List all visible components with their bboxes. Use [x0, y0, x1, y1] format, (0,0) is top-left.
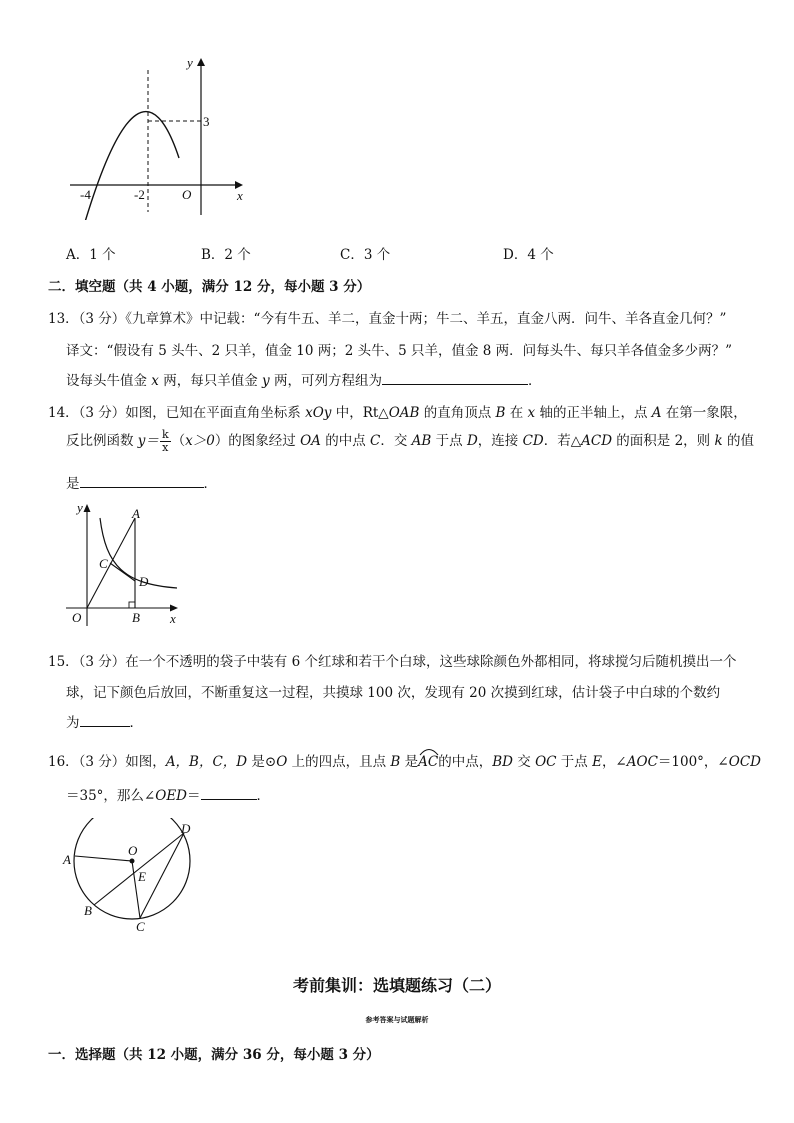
q16-end: ．	[256, 788, 270, 804]
q14-line2	[66, 429, 754, 454]
q16-figure	[60, 818, 210, 938]
section1-heading: 一．选择题（共 12 小题，满分 36 分，每小题 3 分）	[48, 1047, 380, 1063]
q14-t10: 的中点	[320, 433, 371, 449]
q14-t15: 的面积是 2，则	[612, 433, 715, 449]
q14-y-arrow	[84, 504, 91, 512]
q14-oa: OA	[300, 433, 321, 449]
q16-fig-d: D	[181, 821, 191, 836]
q14-frac-num: k	[161, 428, 169, 441]
q16-fig-b: B	[84, 903, 92, 918]
tick-3: 3	[203, 114, 210, 129]
q14-b: B	[495, 405, 506, 421]
q16-e: E	[592, 754, 602, 770]
q14-line3	[66, 472, 217, 492]
q14-fig-y: y	[77, 500, 83, 515]
q16-arc-label: AC	[418, 754, 439, 770]
q16-fig-o: O	[128, 843, 138, 858]
q14-fig-d: D	[139, 574, 149, 589]
q15-line2: 球，记下颜色后放回，不断重复这一过程，共摸球 100 次，发现有 20 次摸到红球，估计袋子中白球的个数约	[66, 685, 721, 701]
q14-x: x	[527, 405, 536, 421]
segment-cd	[110, 563, 135, 581]
q14-xoy: xOy	[305, 405, 332, 421]
q14-t8: （	[171, 433, 186, 449]
q16-o: O	[276, 754, 288, 770]
q16-t2: 是⊙	[247, 754, 277, 770]
q14-ab: AB	[411, 433, 432, 449]
q16-t6: 交	[512, 754, 536, 770]
q14-end: ．	[203, 476, 217, 492]
q15-end: ．	[129, 715, 143, 731]
q13-l3a: 设每头牛值金	[66, 373, 152, 389]
q14-t2: 中，Rt△	[331, 405, 389, 421]
q14-oab: OAB	[388, 405, 420, 421]
parabola-curve	[85, 112, 179, 220]
q14-yeq: y＝	[137, 433, 159, 449]
q15-line3	[66, 711, 143, 731]
q16-arc	[418, 754, 438, 770]
q16-ocd: OCD	[728, 754, 761, 770]
q14-t16: 的值	[722, 433, 754, 449]
tick-neg2: -2	[134, 187, 145, 202]
right-angle-mark	[129, 602, 135, 608]
q16-fig-a: A	[63, 852, 71, 867]
q13-l3c: 两，可列方程组为	[269, 373, 382, 389]
q13-var-y: y	[262, 373, 270, 389]
q14-fraction	[160, 429, 171, 454]
q14-c: C	[370, 433, 381, 449]
q16-t8: ，∠	[601, 754, 627, 770]
q16-t7: 于点	[556, 754, 593, 770]
q15-t1: 为	[66, 715, 80, 731]
q14-cd: CD	[522, 433, 544, 449]
option-a: A．1 个	[66, 247, 116, 263]
option-d: D．4 个	[503, 247, 554, 263]
q16-t9: ＝100°，∠	[657, 754, 729, 770]
q15-line1: 15．（3 分）在一个不透明的袋子中装有 6 个红球和若干个白球，这些球除颜色外都相同，将球搅匀后随机摸出一个	[48, 654, 737, 670]
q14-answer-blank[interactable]	[80, 473, 204, 488]
q14-t13: ，连接	[477, 433, 523, 449]
q14-t14: ．若△	[543, 433, 582, 449]
y-label: y	[187, 55, 193, 70]
q16-bd: BD	[492, 754, 513, 770]
q14-t5: 轴的正半轴上，点	[535, 405, 652, 421]
q16-fig-e: E	[138, 869, 146, 884]
section2-heading: 二．填空题（共 4 小题，满分 12 分，每小题 3 分）	[48, 279, 371, 295]
q13-l3b: 两，每只羊值金	[158, 373, 263, 389]
q16-pts: A，B，C，D	[165, 754, 248, 770]
q14-t7: 反比例函数	[66, 433, 138, 449]
q16-t1: 16．（3 分）如图，	[48, 754, 166, 770]
q15-answer-blank[interactable]	[80, 712, 130, 727]
q14-t1: 14．（3 分）如图，已知在平面直角坐标系	[48, 405, 306, 421]
origin-label: O	[182, 187, 192, 202]
answer-subtitle: 参考答案与试题解析	[365, 1015, 429, 1024]
q13-var-x: x	[151, 373, 159, 389]
q14-figure	[62, 496, 192, 626]
tick-neg4: -4	[80, 187, 91, 202]
q16-fig-c: C	[136, 919, 145, 934]
q16-line1	[48, 750, 761, 770]
q14-fig-c: C	[99, 556, 108, 571]
q16-oed: OED	[155, 788, 187, 804]
q13-line1: 13．（3 分）《九章算术》中记载：“今有牛五、羊二，直金十两；牛二、羊五，直金八两．问牛、羊各直金几何？”	[48, 311, 727, 327]
q14-fig-o: O	[72, 610, 82, 625]
q13-answer-blank[interactable]	[382, 370, 528, 385]
y-axis-arrow	[197, 58, 205, 66]
segment-oa	[75, 856, 132, 861]
q13-line2: 译文：“假设有 5 头牛、2 只羊，值金 10 两；2 头牛、5 只羊，值金 8 两．问每头牛、每只羊各值金多少两？”	[66, 343, 733, 359]
q16-t3: 上的四点，且点	[287, 754, 391, 770]
q16-b: B	[390, 754, 401, 770]
q14-fig-a: A	[132, 506, 140, 521]
q16-aoc: AOC	[626, 754, 658, 770]
q14-a: A	[651, 405, 662, 421]
q16-answer-blank[interactable]	[201, 785, 257, 800]
q14-acd: ACD	[581, 433, 613, 449]
q14-t4: 在	[505, 405, 528, 421]
q14-t3: 的直角顶点	[419, 405, 496, 421]
q14-cond: x＞0	[185, 433, 215, 449]
q14-t12: 于点	[431, 433, 467, 449]
q14-fig-x: x	[170, 611, 176, 626]
answer-title: 考前集训：选填题练习（二）	[292, 976, 501, 995]
q16-t10: ＝35°，那么∠	[66, 788, 156, 804]
parabola-graph	[60, 50, 260, 220]
option-c: C．3 个	[340, 247, 391, 263]
q14-t6: 在第一象限，	[661, 405, 747, 421]
segment-oa	[87, 518, 135, 608]
center-dot	[130, 859, 135, 864]
q14-t11: ．交	[380, 433, 412, 449]
q16-line2	[66, 784, 270, 804]
segment-cd	[140, 833, 184, 918]
q13-line3	[66, 369, 541, 389]
q14-d: D	[466, 433, 478, 449]
q14-fig-b: B	[132, 610, 140, 625]
q16-t11: ＝	[187, 788, 201, 804]
q16-oc: OC	[535, 754, 557, 770]
x-label: x	[237, 188, 243, 203]
arc-symbol	[418, 746, 440, 756]
q14-line1	[48, 401, 747, 421]
q14-k: k	[714, 433, 723, 449]
q14-frac-den: x	[162, 441, 169, 454]
q14-t17: 是	[66, 476, 80, 492]
q14-t9: ）的图象经过	[214, 433, 301, 449]
q16-t5: 的中点，	[438, 754, 493, 770]
q16-t4: 是	[400, 754, 419, 770]
option-b: B．2 个	[201, 247, 251, 263]
q13-end: ．	[527, 373, 542, 389]
